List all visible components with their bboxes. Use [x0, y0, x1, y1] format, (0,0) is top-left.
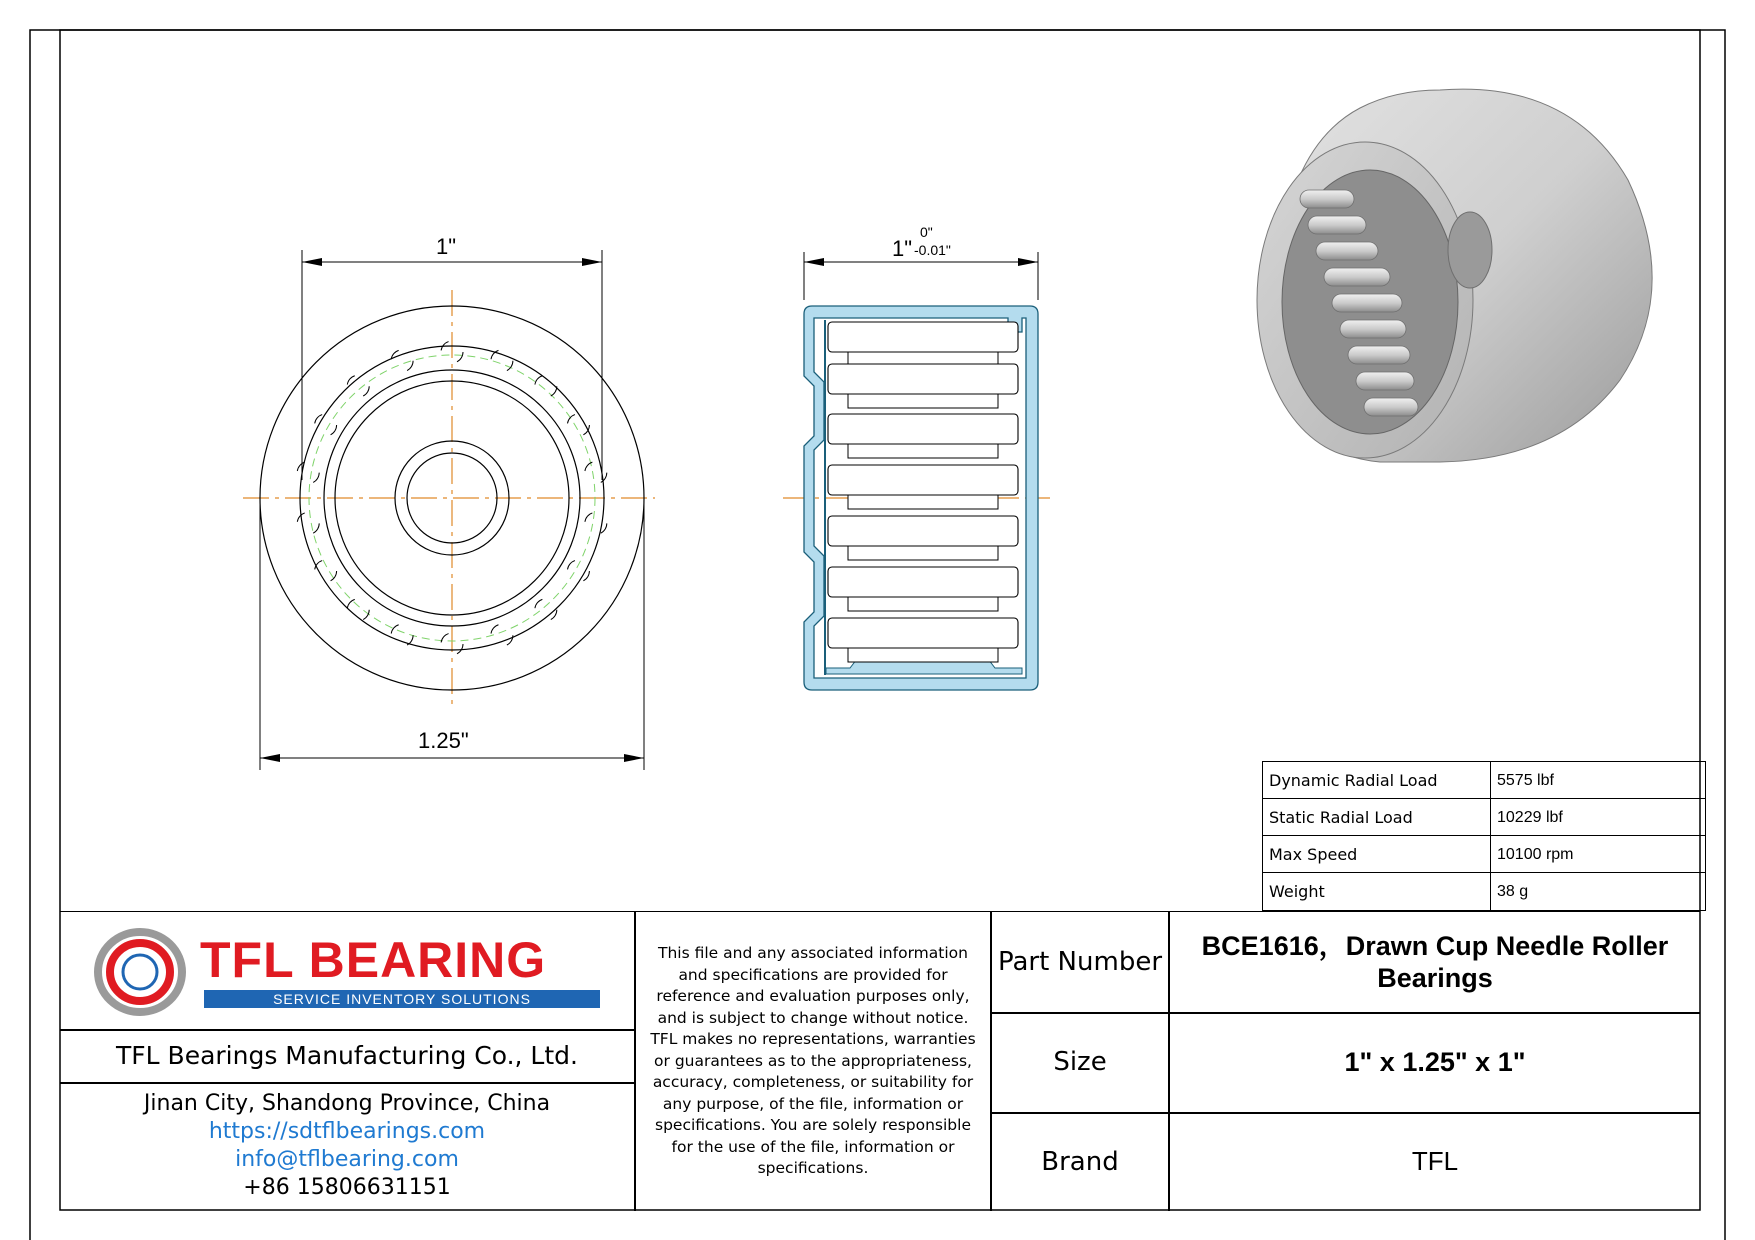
isometric-needle-roller: [1340, 320, 1406, 338]
spec-row-weight: [1263, 873, 1705, 910]
title-block: [60, 911, 1700, 1210]
front-roller-pocket: [491, 624, 513, 646]
side-needle-roller: [828, 567, 1018, 597]
company-name: TFL Bearings Manufacturing Co., Ltd.: [116, 1041, 578, 1070]
spec-name: Max Speed: [1263, 836, 1491, 872]
side-cage-bar: [848, 597, 998, 611]
dim-outer-label: 1.25": [418, 728, 469, 753]
dim-1-arrow-right: [582, 258, 602, 266]
spec-value: 10100 rpm: [1497, 846, 1574, 863]
part-number-value: BCE1616，Drawn Cup Needle Roller Bearings: [1201, 931, 1669, 993]
side-cage-bar: [848, 495, 998, 509]
email-link[interactable]: info@tflbearing.com: [235, 1147, 459, 1172]
spec-value: 38 g: [1497, 883, 1529, 900]
side-cage-bar: [848, 394, 998, 408]
spec-value: 5575 lbf: [1497, 772, 1554, 789]
logo-area: [60, 912, 634, 1029]
isometric-needle-roller: [1300, 190, 1354, 208]
brand-value: TFL: [1411, 1146, 1459, 1176]
spec-table: [1262, 761, 1706, 911]
spec-row-max-speed: [1263, 836, 1705, 873]
spec-name: Static Radial Load: [1263, 799, 1491, 835]
isometric-needle-roller: [1364, 398, 1418, 416]
part-number-label: Part Number: [997, 947, 1163, 977]
side-rollers: [828, 322, 1018, 662]
spec-name: Weight: [1263, 873, 1491, 910]
tolerance-upper: 0": [920, 224, 933, 240]
front-roller-pocket: [297, 512, 319, 534]
isometric-needle-roller: [1316, 242, 1378, 260]
side-cage-bar: [848, 444, 998, 458]
tolerance-lower: -0.01": [914, 242, 951, 258]
front-roller-pocket: [567, 560, 589, 582]
cup-inner-line: [824, 320, 826, 675]
side-needle-roller: [828, 322, 1018, 352]
side-needle-roller: [828, 618, 1018, 648]
side-needle-roller: [828, 516, 1018, 546]
side-needle-roller: [828, 364, 1018, 394]
logo-brand-text: TFL BEARING: [200, 932, 547, 988]
title-block-divider: [634, 912, 636, 1211]
dim-width-label: 1": [892, 236, 913, 261]
isometric-view: [1257, 89, 1652, 462]
front-roller-pocket: [567, 414, 589, 436]
front-roller-pocket: [315, 414, 337, 436]
address: Jinan City, Shandong Province, China: [143, 1091, 551, 1116]
side-cage-bar: [848, 648, 998, 662]
disclaimer: This file and any associated information and specifications are provided for reference and evaluation purposes only, and is subject to change without notice. TFL makes no representations, warranties or guarantees as to the appropriateness, accuracy, completeness, or suitability for any purpose, of the file, information or specifications. You are solely responsible for the use of the file, information or specifications.: [650, 944, 976, 1178]
front-roller-pocket: [315, 560, 337, 582]
side-needle-roller: [828, 414, 1018, 444]
spec-row-static-load: [1263, 799, 1705, 836]
front-roller-pocket: [391, 624, 413, 646]
dim-width-arrow-right: [1018, 258, 1038, 266]
isometric-needle-roller: [1348, 346, 1410, 364]
spec-name: Dynamic Radial Load: [1263, 762, 1491, 798]
dim-width-arrow-left: [804, 258, 824, 266]
side-needle-roller: [828, 465, 1018, 495]
isometric-needle-roller: [1308, 216, 1366, 234]
dim-125-arrow-right: [624, 754, 644, 762]
size-label: Size: [1053, 1047, 1107, 1077]
logo-ring-icon: [94, 928, 188, 1018]
logo-tagline: SERVICE INVENTORY SOLUTIONS: [204, 990, 600, 1008]
spec-row-dynamic-load: [1263, 762, 1705, 799]
website-link[interactable]: https://sdtflbearings.com: [208, 1119, 486, 1144]
brand-label: Brand: [1041, 1146, 1119, 1177]
spec-value: 10229 lbf: [1497, 809, 1563, 826]
isometric-needle-roller: [1324, 268, 1390, 286]
size-value: 1" x 1.25" x 1": [1344, 1046, 1526, 1077]
dim-inner-label: 1": [436, 234, 457, 259]
isometric-needle-roller: [1332, 294, 1402, 312]
dim-125-arrow-left: [260, 754, 280, 762]
side-dimensions: [804, 252, 1038, 300]
front-roller-pocket: [585, 462, 607, 484]
contact-block: [60, 1082, 634, 1211]
side-view: [783, 306, 1050, 690]
phone-number: +86 15806631151: [243, 1175, 451, 1200]
isometric-needle-roller: [1356, 372, 1414, 390]
front-view: [243, 290, 655, 705]
front-roller-pocket: [491, 350, 513, 372]
front-roller-pocket: [391, 350, 413, 372]
dim-1-arrow-left: [302, 258, 322, 266]
side-cage-bar: [848, 546, 998, 560]
closed-end-hole: [1448, 212, 1492, 288]
